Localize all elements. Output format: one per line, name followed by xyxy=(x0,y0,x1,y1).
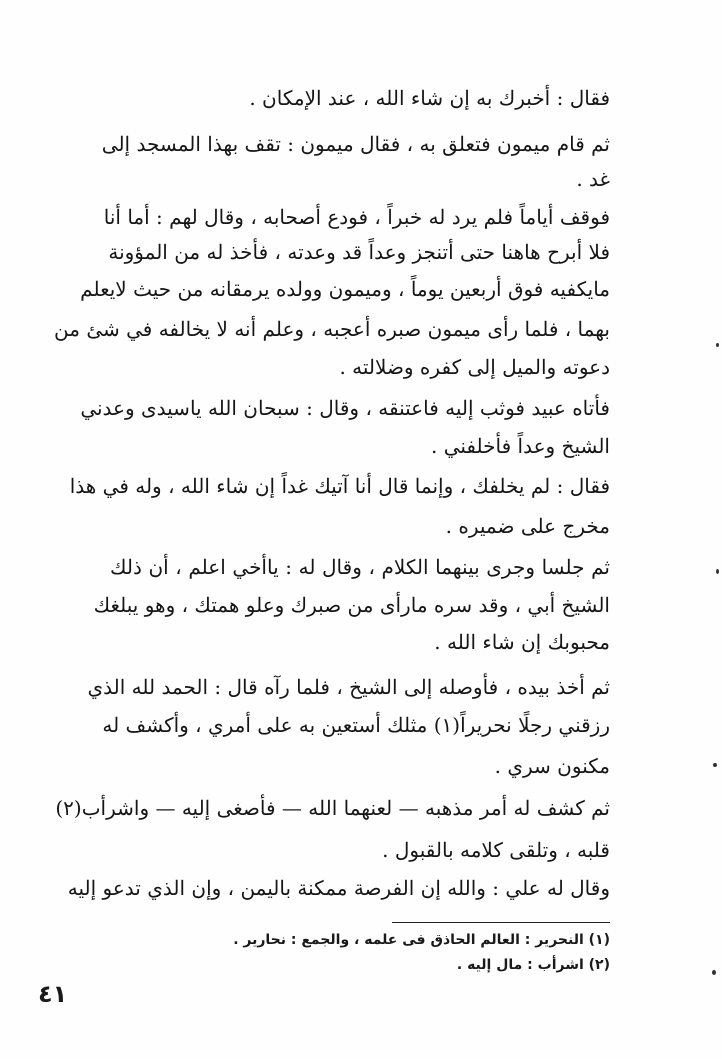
page-number: ٤١ xyxy=(38,980,68,1008)
footnote-separator xyxy=(392,922,610,923)
text-line: رزقني رجلًا نحريراً(١) مثلك أستعين به على أمري ، وأكشف له xyxy=(102,713,610,737)
text-line: فلا أبرح هاهنا حتى أتنجز وعداً قد وعدته ، فأخذ له من المؤونة xyxy=(108,240,610,264)
scan-speck xyxy=(716,343,719,347)
scan-speck xyxy=(712,970,716,975)
text-line: مكنون سري . xyxy=(494,754,610,778)
text-line: بهما ، فلما رأى ميمون صبره أعجبه ، وعلم أنه لا يخالفه في شئ من xyxy=(54,317,610,341)
text-line: غد . xyxy=(576,167,610,191)
text-line: الشيخ أبي ، وقد سره مارأى من صبرك وعلو همتك ، وهو يبلغك xyxy=(93,593,610,617)
text-line: فوقف أياماً فلم يرد له خبراً ، فودع أصحابه ، وقال لهم : أما أنا xyxy=(103,205,610,229)
text-line: ثم قام ميمون فتعلق به ، فقال ميمون : تقف بهذا المسجد إلى xyxy=(101,132,610,156)
text-line: فقال : أخبرك به إن شاء الله ، عند الإمكان . xyxy=(249,86,610,110)
text-line: وقال له علي : والله إن الفرصة ممكنة باليمن ، وإن الذي تدعو إليه xyxy=(67,876,610,900)
footnote-1: (١) النحرير : العالم الحاذق فى علمه ، والجمع : نحارير . xyxy=(233,932,610,948)
scan-speck xyxy=(716,569,719,574)
text-line: محبوبك إن شاء الله . xyxy=(434,630,610,654)
text-line: الشيخ وعداً فأخلفني . xyxy=(431,434,610,458)
text-line: فقال : لم يخلفك ، وإنما قال أنا آتيك غداً إن شاء الله ، وله في هذا xyxy=(69,474,610,498)
text-line: دعوته والميل إلى كفره وضلالته . xyxy=(339,355,610,379)
text-line: ثم أخذ بيده ، فأوصله إلى الشيخ ، فلما رآه قال : الحمد لله الذي xyxy=(87,675,610,699)
scan-speck xyxy=(713,763,717,767)
text-line: قلبه ، وتلقى كلامه بالقبول . xyxy=(382,838,610,862)
text-line: مايكفيه فوق أربعين يوماً ، وميمون وولده يرمقانه من حيث لايعلم xyxy=(80,277,610,301)
text-line: ثم جلسا وجرى بينهما الكلام ، وقال له : ياأخي اعلم ، أن ذلك xyxy=(110,555,610,579)
text-line: ثم كشف له أمر مذهبه — لعنهما الله — فأصغى إليه — واشرأب(٢) xyxy=(55,796,610,820)
text-line: مخرج على ضميره . xyxy=(445,514,610,538)
text-line: فأتاه عبيد فوثب إليه فاعتنقه ، وقال : سبحان الله ياسيدى وعدني xyxy=(80,396,610,420)
footnote-2: (٢) اشرأب : مال إليه . xyxy=(456,957,610,973)
